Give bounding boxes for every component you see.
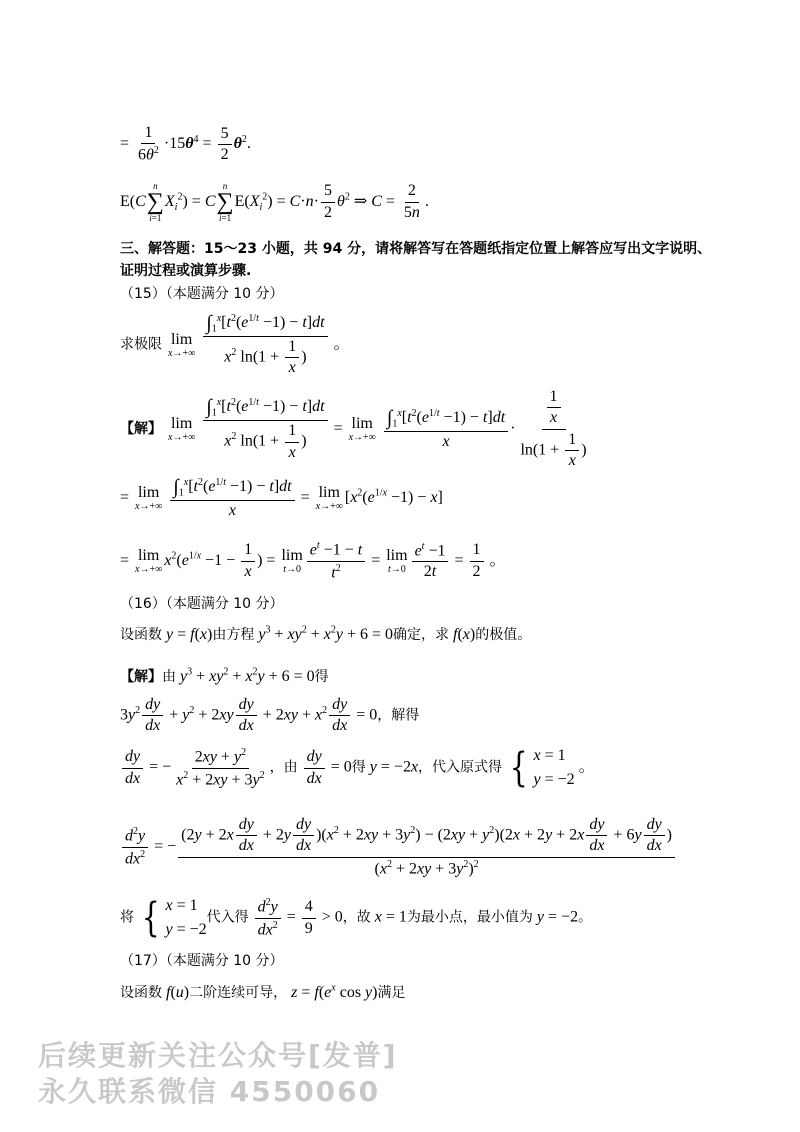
solution-15-line-3: = lim x→+∞ $x^2(e^{1/x} -1$ − $\frac{1}{x}$ ) = lim t→0 $\frac{e^t -1 - t}{t^2}$ = lim t→0 $\frac{e^t -1}{2t}$ = $\frac{1}{2}$ 。	[120, 540, 506, 582]
solution-15-line-1: 【解】 lim x→+∞ $\int_1^x[t^2(e^{1/t} -1) - t]dt$ $x^2$ ln(1 + $\frac{1}{x}$ ) = lim x→+∞ $\frac{\int_1^x[t^2(e^{1/t} -1) - t]dt}{x}$ · $\frac{1}{x}$ ln(1 + $\frac{1}{x}$ )	[120, 388, 587, 470]
watermark-line-2: 永久联系微信 4550060	[38, 1075, 381, 1108]
section-header-line-1: 三、解答题：15～23 小题，共 94 分，请将解答写在答题纸指定位置上解答应写出文字说明、	[120, 241, 712, 257]
problem-15-prompt: 求极限	[120, 336, 162, 353]
solution-15-line-2: = lim x→+∞ $\frac{\int_1^x[t^2(e^{1/t} -1) - t]dt}{x}$ = lim x→+∞ $[x^2(e^{1/x} -1) - x]$	[120, 476, 443, 519]
solution-16-line-1: 【解】由 $y^3 + xy^2 + x^2y + 6 = 0$得	[120, 666, 329, 685]
solution-16-line-3: $\frac{dy}{dx}$ = − $\frac{2xy + y^2}{x^2 + 2xy + 3y^2}$ ，由 $\frac{dy}{dx}$ = 0得 y = −2x，代入原式得 { x = 1 y = −2 。	[120, 744, 595, 792]
problem-16-statement: 设函数 y = f(x)由方程 $y^3 + xy^2 + x^2y + 6 = 0$确定，求 f(x)的极值。	[120, 624, 532, 643]
solution-16-line-4: $\frac{d^2y}{dx^2}$ = − (2y + 2x $\frac{dy}{dx}$ + 2y $\frac{dy}{dx}$ )$(x^2 + 2xy + 3y^2) - (2xy + y^2)(2x + 2y + 2x$ $\frac{dy}{dx}$ + 6y $\frac{dy}{dx}$ ) $(x^2 + 2xy + 3y^2)^2$	[120, 816, 677, 879]
formula-line-2: E(C n ∑ i=1 $X_i^2) = C$ n ∑ i=1 $E(X_i^2) = C\cdot n\cdot$ $\frac{5}{2}$ $\theta^2$ ⇒ C = $\frac{2}{5n}$ .	[120, 181, 429, 224]
problem-17-statement: 设函数 f(u)二阶连续可导， $z = f(e^x$ cos y)满足	[120, 982, 406, 1001]
watermark-line-1: 后续更新关注公众号[发普]	[38, 1039, 398, 1072]
formula-line-1: = $\frac{1}{6\theta^2}$ $\cdot 15\theta^4$ = $\frac{5}{2}$ $\theta^2$.	[120, 124, 251, 164]
solution-label: 【解】	[120, 420, 162, 437]
section-header-line-2: 证明过程或演算步骤.	[120, 263, 252, 279]
problem-16-label: （16）（本题满分 10 分）	[120, 596, 284, 612]
problem-15-statement: 求极限 lim x→+∞ $\int_1^x[t^2(e^{1/t} -1) - t]dt$ $x^2$ ln(1 + $\frac{1}{x}$ ) 。	[120, 312, 350, 377]
solution-16-line-5: 将 { x = 1 y = −2 代入得 $\frac{d^2y}{dx^2}$ = $\frac{4}{9}$ > 0，故 x = 1为最小点，最小值为 y = −2。	[120, 895, 593, 941]
solution-16-line-2: $3y^2$ $\frac{dy}{dx}$ + $y^2 + 2xy$ $\frac{dy}{dx}$ + $2xy + x^2$ $\frac{dy}{dx}$ = 0，解得	[120, 696, 420, 735]
problem-17-label: （17）（本题满分 10 分）	[120, 953, 284, 969]
problem-15-label: （15）（本题满分 10 分）	[120, 286, 284, 302]
